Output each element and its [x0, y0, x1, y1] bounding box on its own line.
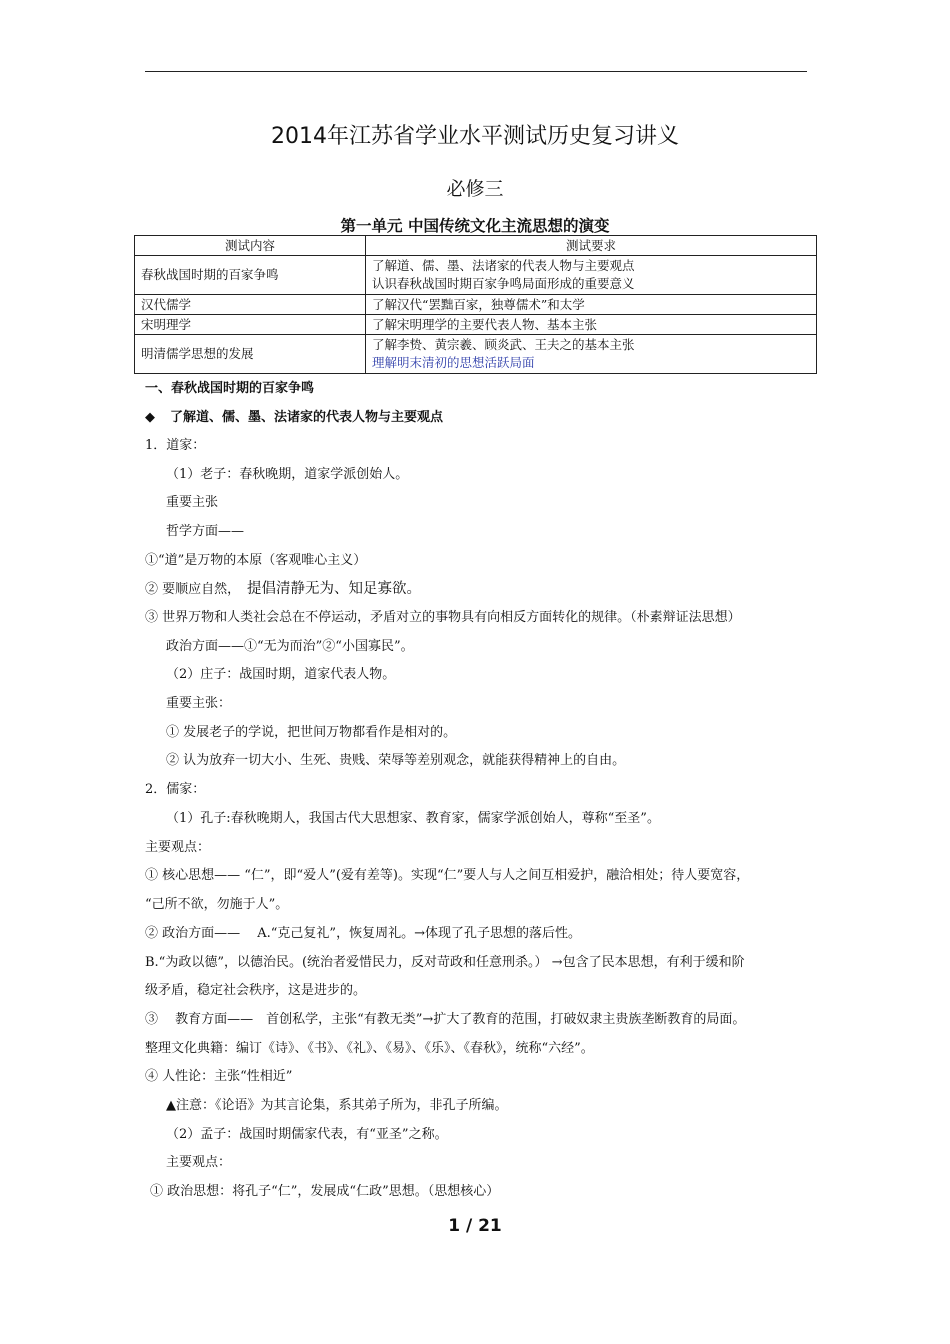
requirement-line: 了解汉代“罢黜百家，独尊儒术”和太学 [372, 296, 585, 312]
section-subheading: 了解道、儒、墨、法诸家的代表人物与主要观点 [170, 410, 444, 425]
table-header-requirement: 测试要求 [366, 236, 817, 256]
table-row [135, 315, 817, 335]
table-cell-requirement [366, 335, 817, 374]
text-line: ①“道”是万物的本原（客观唯心主义） [145, 553, 367, 568]
unit-title: 第一单元 中国传统文化主流思想的演变 [340, 217, 610, 235]
text-line: 重要主张 [166, 495, 219, 510]
text-line: ① 核心思想—— “仁”，即“爱人”(爱有差等)。实现“仁”要人与人之间互相爱护，融洽相处；待人要宽容， [145, 868, 750, 883]
text-line: ① 发展老子的学说，把世间万物都看作是相对的。 [166, 725, 457, 740]
text-line: “己所不欲，勿施于人”。 [145, 897, 289, 912]
text-line: 1．道家： [145, 438, 206, 453]
text-line: ③ 世界万物和人类社会总在不停运动，矛盾对立的事物具有向相反方面转化的规律。（朴素辩证法思想） [145, 610, 741, 625]
requirement-line: 了解道、儒、墨、法诸家的代表人物与主要观点 [372, 258, 635, 273]
table-cell-requirement [366, 315, 817, 335]
text-line: ③ 教育方面—— 首创私学，主张“有教无类”→扩大了教育的范围，打破奴隶主贵族垄断教育的局面。 [145, 1012, 746, 1027]
section-heading: 一、春秋战国时期的百家争鸣 [145, 381, 315, 396]
text-line: ② 要顺应自然， [145, 582, 241, 597]
text-line: 重要主张： [166, 696, 232, 711]
text-line: 主要观点： [166, 1155, 232, 1170]
requirements-table [134, 235, 817, 374]
text-line: ① 政治思想：将孔子“仁”，发展成“仁政”思想。（思想核心） [150, 1184, 500, 1199]
text-line: 政治方面——①“无为而治”②“小国寡民”。 [166, 639, 414, 654]
requirement-line: 了解李贽、黄宗羲、顾炎武、王夫之的基本主张 [372, 337, 635, 352]
requirement-line-highlight: 理解明末清初的思想活跃局面 [372, 355, 535, 370]
text-line-emphasis: 提倡清静无为、知足寡欲。 [247, 581, 421, 597]
text-line: 主要观点： [145, 840, 211, 855]
table-cell-requirement [366, 256, 817, 295]
text-line: （2）孟子：战国时期儒家代表，有“亚圣”之称。 [166, 1127, 448, 1142]
text-line: （1）孔子:春秋晚期人，我国古代大思想家、教育家，儒家学派创始人，尊称“至圣”。 [166, 811, 660, 826]
text-line: ② 认为放弃一切大小、生死、贵贱、荣辱等差别观念，就能获得精神上的自由。 [166, 753, 626, 768]
text-line: 哲学方面—— [166, 524, 245, 539]
table-cell-requirement [366, 295, 817, 315]
table-cell-content: 春秋战国时期的百家争鸣 [135, 256, 366, 295]
document-title: 2014年江苏省学业水平测试历史复习讲义 [271, 124, 679, 149]
table-header-content: 测试内容 [135, 236, 366, 256]
table-header-row [135, 236, 817, 256]
page-number: 1 / 21 [448, 1216, 502, 1236]
text-line: 2．儒家： [145, 782, 206, 797]
table-cell-content: 明清儒学思想的发展 [135, 335, 366, 374]
requirement-line: 了解宋明理学的主要代表人物、基本主张 [372, 316, 598, 332]
requirement-line: 认识春秋战国时期百家争鸣局面形成的重要意义 [372, 276, 635, 291]
text-line: B.“为政以德”，以德治民。(统治者爱惜民力，反对苛政和任意刑杀。） →包含了民本思想，有利于缓和阶 [145, 955, 745, 970]
table-row [135, 256, 817, 295]
header-rule [145, 71, 807, 72]
text-line: （2）庄子：战国时期，道家代表人物。 [166, 667, 396, 682]
table-row [135, 295, 817, 315]
text-line: （1）老子：春秋晚期，道家学派创始人。 [166, 467, 409, 482]
bullet-icon: ◆ [145, 410, 155, 425]
text-line: 级矛盾，稳定社会秩序，这是进步的。 [145, 983, 367, 998]
text-line: ④ 人性论：主张“性相近” [145, 1069, 293, 1084]
text-line: 整理文化典籍：编订《诗》、《书》、《礼》、《易》、《乐》、《春秋》，统称“六经”。 [145, 1041, 594, 1056]
text-line: ▲注意：《论语》为其言论集，系其弟子所为，非孔子所编。 [166, 1098, 508, 1113]
table-row [135, 335, 817, 374]
text-line: ② 政治方面—— A.“克己复礼”，恢复周礼。→体现了孔子思想的落后性。 [145, 926, 581, 941]
document-subtitle: 必修三 [446, 178, 504, 200]
table-cell-content: 汉代儒学 [135, 295, 366, 315]
table-cell-content: 宋明理学 [135, 315, 366, 335]
